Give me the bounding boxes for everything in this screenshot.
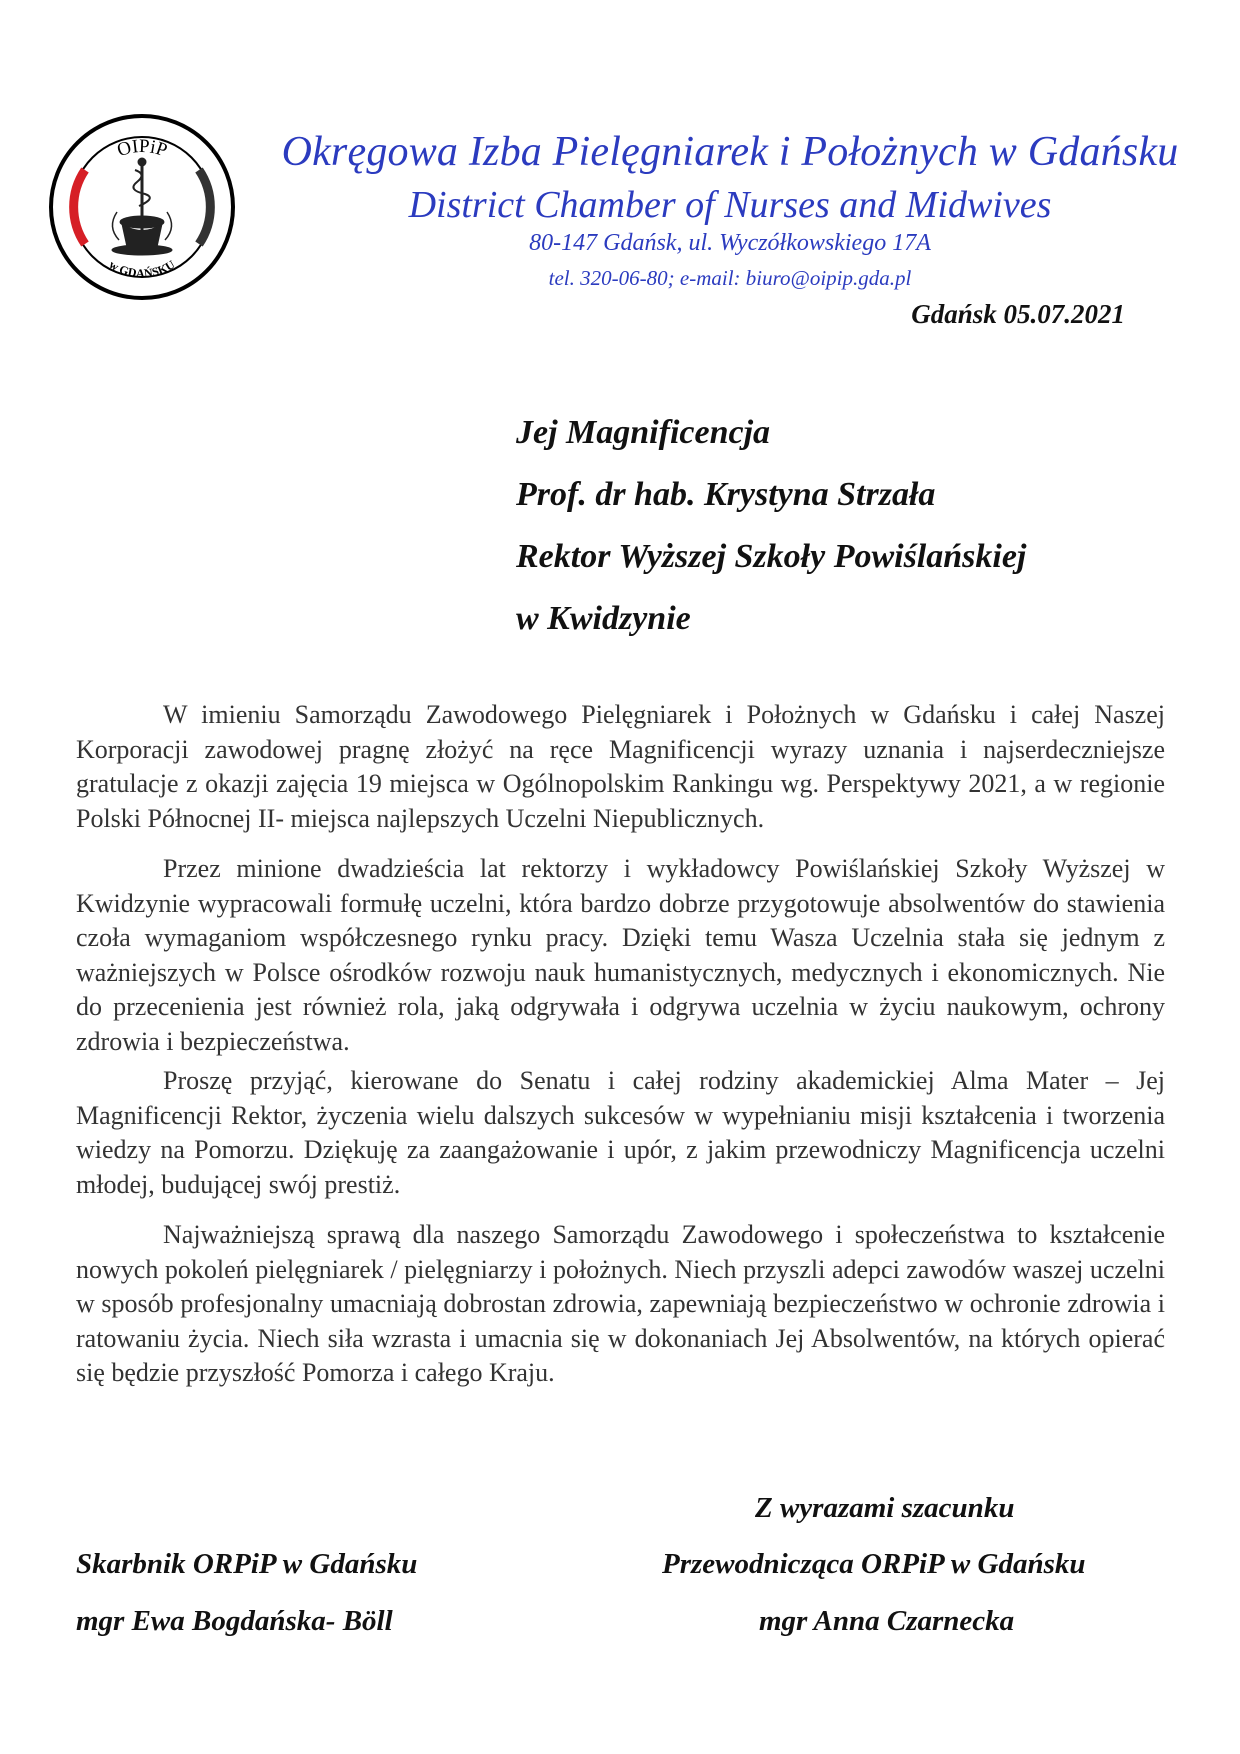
org-contact: tel. 320-06-80; e-mail: biuro@oipip.gda.pl — [548, 266, 912, 290]
org-address: 80-147 Gdańsk, ul. Wyczółkowskiego 17A — [529, 230, 931, 256]
addressee-name: Prof. dr hab. Krystyna Strzała — [516, 476, 936, 513]
letter-date: Gdańsk 05.07.2021 — [911, 299, 1125, 329]
addressee-position: Rektor Wyższej Szkoły Powiślańskiej — [516, 538, 1027, 575]
svg-text:w GDAŃSKU — [107, 257, 178, 280]
oipip-logo — [47, 112, 237, 302]
logo-bottom-text: w GDAŃSKU — [106, 257, 178, 281]
signature-right-title: Przewodnicząca ORPiP w Gdańsku — [662, 1548, 1086, 1580]
addressee-block — [516, 402, 1026, 650]
logo-top-text: OIPiP — [114, 135, 170, 162]
addressee-location: w Kwidzynie — [516, 600, 691, 637]
signature-right-name: mgr Anna Czarnecka — [759, 1605, 1015, 1637]
addressee-title: Jej Magnificencja — [516, 414, 771, 451]
signature-left-title: Skarbnik ORPiP w Gdańsku — [76, 1548, 418, 1580]
closing-salutation: Z wyrazami szacunku — [755, 1492, 1015, 1524]
body-paragraph-3: Proszę przyjąć, kierowane do Senatu i całej rodziny akademickiej Alma Mater – Jej Magnificencji Rektor, życzenia wielu dalszych sukcesów w wypełnianiu misji kształcenia i tworzenia wiedzy na Pomorzu. Dziękuję za zaangażowanie i upór, z jakim przewodniczy Magnificencja uczelni młodej, budującej swój prestiż. — [76, 1066, 1165, 1199]
letter-body — [76, 698, 1165, 1391]
org-name-polish: Okręgowa Izba Pielęgniarek i Położnych w Gdańsku — [281, 129, 1179, 175]
body-paragraph-2: Przez minione dwadzieścia lat rektorzy i wykładowcy Powiślańskiej Szkoły Wyższej w Kwidzynie wypracowali formułę uczelni, która bardzo dobrze przygotowuje absolwentów do stawienia czoła wymaganiom współczesnego rynku pracy. Dzięki temu Wasza Uczelnia stała się jednym z ważniejszych w Polsce ośrodków rozwoju nauk humanistycznych, medycznych i ekonomicznych. Nie do przecenienia jest również rola, jaką odgrywała i odgrywa uczelnia w życiu naukowym, ochrony zdrowia i bezpieczeństwa. — [76, 854, 1165, 1056]
signature-left-name: mgr Ewa Bogdańska- Böll — [76, 1605, 393, 1637]
org-name-english: District Chamber of Nurses and Midwives — [408, 184, 1052, 226]
fountain-emblem-icon — [112, 158, 172, 255]
body-paragraph-1: W imieniu Samorządu Zawodowego Pielęgniarek i Położnych w Gdańsku i całej Naszej Korporacji zawodowej pragnę złożyć na ręce Magnificencji wyrazy uznania i najserdeczniejsze gratulacje z okazji zajęcia 19 miejsca w Ogólnopolskim Rankingu wg. Perspektywy 2021, a w regionie Polski Północnej II- miejsca najlepszych Uczelni Niepublicznych. — [76, 700, 1165, 833]
body-paragraph-4: Najważniejszą sprawą dla naszego Samorządu Zawodowego i społeczeństwa to kształcenie nowych pokoleń pielęgniarek / pielęgniarzy i położnych. Niech przyszli adepci zawodów waszej uczelni w sposób profesjonalny umacniają dobrostan zdrowia, zapewniają bezpieczeństwo w ochronie zdrowia i ratowaniu życia. Niech siła wzrasta i umacnia się w dokonaniach Jej Absolwentów, na których opierać się będzie przyszłość Pomorza i całego Kraju. — [76, 1220, 1165, 1387]
